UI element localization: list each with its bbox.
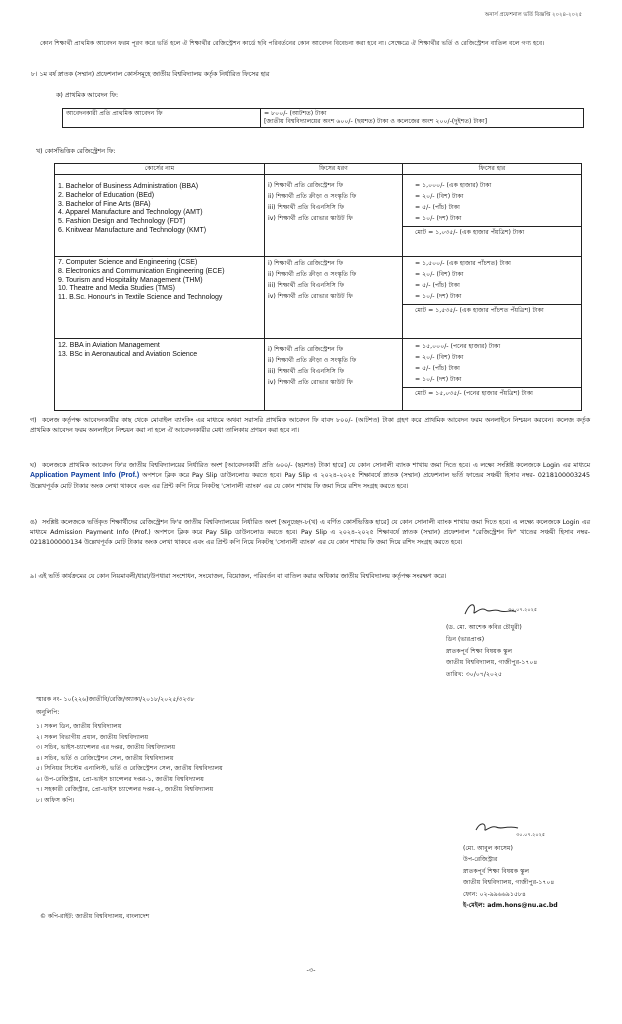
list-item: ১। সকল ডিন, জাতীয় বিশ্ববিদ্যালয় xyxy=(36,723,122,730)
note-9: ৯। এই ভর্তি কার্যক্রমের যে কোন নিয়মাবলী/ধারা/উপধারা সংশোধন, সংযোজন, বিয়োজন, পরিবর্তন বা বাতিল করার অধিকার জাতীয় বিশ্ববিদ্যালয় কর্তৃপক্ষ সংরক্ষণ করে। xyxy=(30,573,447,580)
fee-type-cell xyxy=(265,257,403,339)
signature-mark xyxy=(472,818,522,836)
list-item: ২। সকল বিভাগীয় প্রধান, জাতীয় বিশ্ববিদ্যালয় xyxy=(36,733,149,741)
fee-rate: = ৫/- (পাঁচ) টাকা xyxy=(415,203,460,211)
application-fee-cell xyxy=(261,109,584,128)
fee-total: মোট = ১৫,০৩৫/- (পনের হাজার পঁয়ত্রিশ) টাকা xyxy=(403,387,581,400)
fee-rate: = ২০/- (বিশ) টাকা xyxy=(415,270,464,278)
table-header-row xyxy=(55,164,582,175)
note-label: ঙ) xyxy=(30,519,38,526)
course-name: 9. Tourism and Hospitality Management (THM) xyxy=(58,276,203,284)
list-item: ৮। অফিস কপি। xyxy=(36,796,75,804)
fee-total: মোট = ১,৫৩৫/- (এক হাজার পাঁচশত পঁয়ত্রিশ) টাকা xyxy=(403,304,581,317)
signatory-phone: ফোন: ০২-৯৯৬৬৯১৫৮৪ xyxy=(463,890,527,898)
running-header: অনার্স প্রফেশনাল ভর্তি বিজ্ঞপ্তি ২০২৪-২০২৫ xyxy=(484,12,582,18)
signatory-school: স্নাতকপূর্ব শিক্ষা বিষয়ক স্কুল xyxy=(463,867,530,875)
fee-type: ii) শিক্ষার্থী প্রতি ক্রীড়া ও সংস্কৃতি ফি xyxy=(268,356,357,364)
fee-type: ii) শিক্ষার্থী প্রতি ক্রীড়া ও সংস্কৃতি ফি xyxy=(268,270,357,278)
fee-type: iv) শিক্ষার্থী প্রতি রোভার স্কাউট ফি xyxy=(268,292,353,300)
course-name: 13. BSc in Aeronautical and Aviation Science xyxy=(58,350,198,358)
note-text: কলেজকে প্রাথমিক আবেদন ফি'র জাতীয় বিশ্ববিদ্যালয়ের নির্ধারিত অংশ [আবেদনকারী প্রতি ৬০০/- (ছয়শত) টাকা হারে] যে কোন সোনালী ব্যাংক শাখায় জমা দিতে হবে। এ লক্ষ্যে সংশ্লিষ্ট কলেজকে Login এর মাধ্যমে xyxy=(42,462,590,469)
application-fee-amount: = ৮০০/- (আটশত) টাকা xyxy=(264,110,327,117)
note-g xyxy=(30,416,590,436)
fee-type: iii) শিক্ষার্থী প্রতি বিএনসিসি ফি xyxy=(268,203,345,211)
page-number: -৩- xyxy=(306,966,316,974)
payment-option-highlight: Application Payment Info (Prof.) xyxy=(30,471,140,479)
signature-date-mark: ৩০.০৭.২০২৫ xyxy=(516,832,546,838)
fee-rate: = ১০/- (দশ) টাকা xyxy=(415,292,462,300)
fee-type: i) শিক্ষার্থী প্রতি রেজিস্ট্রেশন ফি xyxy=(268,182,344,190)
course-name: 11. B.Sc. Honour's in Textile Science and Technology xyxy=(58,294,223,302)
fee-total: মোট = ১,০৩৫/- (এক হাজার পঁয়ত্রিশ) টাকা xyxy=(403,226,581,239)
signatory-date: তারিখ: ৩০/০৭/২০২৫ xyxy=(446,671,503,679)
course-name: 5. Fashion Design and Technology (FDT) xyxy=(58,218,186,226)
fee-type: iv) শিক্ষার্থী প্রতি রোভার স্কাউট ফি xyxy=(268,378,353,386)
signature-block-deputy-registrar xyxy=(463,843,558,912)
signatory-name: (ড. মো. আশেক কবির চৌধুরী) xyxy=(446,624,522,631)
cc-list xyxy=(36,722,223,806)
table-row xyxy=(55,257,582,339)
fee-rate: = ৫/- (পাঁচ) টাকা xyxy=(415,281,460,289)
course-list-cell xyxy=(55,257,265,339)
application-fee-label: আবেদনকারী প্রতি প্রাথমিক আবেদন ফি xyxy=(63,109,261,128)
list-item: ৪। সচিব, ভর্তি ও রেজিস্ট্রেশন সেল, জাতীয় বিশ্ববিদ্যালয় xyxy=(36,754,174,762)
fee-type: i) শিক্ষার্থী প্রতি রেজিস্ট্রেশন ফি xyxy=(268,260,344,268)
fee-type: ii) শিক্ষার্থী প্রতি ক্রীড়া ও সংস্কৃতি ফি xyxy=(268,192,357,200)
fee-rate: = ১০/- (দশ) টাকা xyxy=(415,214,462,222)
fee-rate-cell xyxy=(403,339,582,411)
table-row xyxy=(55,175,582,257)
application-fee-table xyxy=(62,108,584,128)
course-name: 2. Bachelor of Education (BEd) xyxy=(58,191,155,199)
fee-rate: = ১,০০০/- (এক হাজার) টাকা xyxy=(415,182,492,190)
memo-number: স্মারক নং- ১০(২২৬)জাতীবি/রেজি/অ্যাকা/২০১৮/২০২৫/৩২৩৮ xyxy=(36,696,195,703)
fee-type: i) শিক্ষার্থী প্রতি রেজিস্ট্রেশন ফি xyxy=(268,346,344,354)
cc-heading: অনুলিপি: xyxy=(36,709,60,716)
fee-rate: = ৫/- (পাঁচ) টাকা xyxy=(415,364,460,372)
column-header: ফিসের ধরণ xyxy=(265,164,403,175)
registration-fee-table xyxy=(54,163,582,411)
course-name: 4. Apparel Manufacture and Technology (AMT) xyxy=(58,209,203,217)
course-name: 7. Computer Science and Engineering (CSE) xyxy=(58,259,198,267)
note-label: গ) xyxy=(30,417,37,424)
signatory-university: জাতীয় বিশ্ববিদ্যালয়, গাজীপুর-১৭০৪ xyxy=(463,879,555,887)
course-name: 6. Knitwear Manufacture and Technology (KMT) xyxy=(58,226,207,234)
copyright-notice: © কপি-রাইট: জাতীয় বিশ্ববিদ্যালয়, বাংলাদেশ xyxy=(40,913,150,920)
application-fee-split: [জাতীয় বিশ্ববিদ্যালয়ের অংশ ৬০০/- (ছয়শত) টাকা ও কলেজের অংশ ২০০/-(দুইশত) টাকা] xyxy=(264,118,488,126)
fee-rate: = ১৫,০০০/- (পনের হাজার) টাকা xyxy=(415,343,501,351)
signatory-email: ই-মেইল: adm.hons@nu.ac.bd xyxy=(463,902,558,910)
fee-type-cell xyxy=(265,175,403,257)
column-header: কোর্সের নাম xyxy=(55,164,265,175)
note-text: সংশ্লিষ্ট কলেজকে ভর্তিকৃত শিক্ষার্থীদের রেজিস্ট্রেশন ফি'র জাতীয় বিশ্ববিদ্যালয়ের নির্ধারিত অংশ [অনুচ্ছেদ-৮(খ) এ বর্ণিত কোর্সভিত্তিক হারে] যে কোন সোনালী ব্যাংক শাখায় জমা দিতে হবে। এ লক্ষ্যে কলেজকে Login এর মাধ্যমে Admission Payment Info (Prof.) অপশনে ক্লিক করে Pay Slip ডাউনলোড করতে হবে। Pay Slip এ ২০২৪-২০২৫ শিক্ষাবর্ষে স্নাতক (সম্মান) প্রফেশনাল "রেজিস্ট্রেশন ফি" খাতের সঞ্চয়ী হিসাব নম্বর- 0218100000134 উল্লেখপূর্বক মোট টাকার অংক লেখা থাকবে এবং এর প্রিন্ট কপি নিয়ে নিকটস্থ 'সোনালী ব্যাংক' এর যে কোন শাখায় ফি জমা দিয়ে রশিদ সংগ্রহ করতে হবে। xyxy=(30,519,590,546)
note-u xyxy=(30,518,590,547)
fee-type: iii) শিক্ষার্থী প্রতি বিএনসিসি ফি xyxy=(268,281,345,289)
fee-rate-cell xyxy=(403,175,582,257)
list-item: ৫। সিনিয়র সিস্টেম এনালিস্ট, ভর্তি ও রেজিস্ট্রেশন সেল, জাতীয় বিশ্ববিদ্যালয় xyxy=(36,765,223,773)
signatory-school: স্নাতকপূর্ব শিক্ষা বিষয়ক স্কুল xyxy=(446,647,513,655)
fee-rate: = ১,৫০০/- (এক হাজার পাঁচশত) টাকা xyxy=(415,260,511,268)
note-gh xyxy=(30,461,590,491)
list-item: ৬। উপ-রেজিস্ট্রার, প্রো-ভাইস চ্যান্সেলর দপ্তর-১, জাতীয় বিশ্ববিদ্যালয় xyxy=(36,775,204,783)
signature-block-dean xyxy=(446,622,537,681)
fee-rate-cell xyxy=(403,257,582,339)
fee-type: iii) শিক্ষার্থী প্রতি বিএনসিসি ফি xyxy=(268,367,345,375)
note-text: অপশনে ক্লিক করে Pay Slip ডাউনলোড করতে হবে। Pay Slip এ ২০২৪-২০২৫ শিক্ষাবর্ষে স্নাতক (সম্মান) প্রফেশনাল ভর্তি ফান্ডের সঞ্চয়ী হিসাব নম্বর- 0218100003245 উল্লেখপূর্বক মোট টাকার অংক লেখা থাকবে এবং এর প্রিন্ট কপি নিয়ে নিকটস্থ 'সোনালী ব্যাংক' এর যে কোন শাখায় ফি জমা দিয়ে রশিদ সংগ্রহ করতে হবে। xyxy=(30,471,590,490)
course-name: 8. Electronics and Communication Engineering (ECE) xyxy=(58,267,225,275)
course-name: 1. Bachelor of Business Administration (BBA) xyxy=(58,183,199,191)
list-item: ৭। সহকারী রেজিস্ট্রার, প্রো-ভাইস চ্যান্সেলর দপ্তর-২, জাতীয় বিশ্ববিদ্যালয় xyxy=(36,786,214,794)
note-text: কলেজ কর্তৃপক্ষ আবেদনকারীর কাছ থেকে মোবাইল ব্যাংকিং এর মাধ্যমে অথবা সরাসরি প্রাথমিক আবেদন ফি বাবদ ৮০০/- (আটশত) টাকা গ্রহণ করে প্রাথমিক আবেদন ফরম অনলাইনে নিশ্চয়ন করবেন। কলেজ কর্তৃক প্রাথমিক আবেদন ফরম অনলাইনে নিশ্চয়ন করা না হলে ঐ আবেদনকারীর মেধা তালিকায় প্রণয়ন করা হবে না। xyxy=(30,417,590,434)
fee-rate: = ২০/- (বিশ) টাকা xyxy=(415,192,464,200)
column-header: ফিসের হার xyxy=(403,164,582,175)
course-list-cell xyxy=(55,175,265,257)
course-name: 10. Theatre and Media Studies (TMS) xyxy=(58,285,175,293)
note-label: ঘ) xyxy=(30,462,37,469)
fee-rate: = ২০/- (বিশ) টাকা xyxy=(415,353,464,361)
section-8-title: ৮। ১ম বর্ষ স্নাতক (সম্মান) প্রফেশনাল কোর্সসমূহে জাতীয় বিশ্ববিদ্যালয় কর্তৃক নির্ধারিত ফিসের হার xyxy=(31,71,270,78)
signatory-title: উপ-রেজিস্ট্রার xyxy=(463,856,498,864)
fee-type-cell xyxy=(265,339,403,411)
signatory-university: জাতীয় বিশ্ববিদ্যালয়, গাজীপুর-১৭০৪ xyxy=(446,659,538,667)
table-row xyxy=(55,339,582,411)
course-list-cell xyxy=(55,339,265,411)
course-name: 3. Bachelor of Fine Arts (BFA) xyxy=(58,200,151,208)
subsection-b-title: খ) কোর্সভিত্তিক রেজিস্ট্রেশন ফি: xyxy=(36,148,116,155)
course-name: 12. BBA in Aviation Management xyxy=(58,342,160,350)
signatory-title: ডিন (ভারপ্রাপ্ত) xyxy=(446,635,485,643)
fee-type: iv) শিক্ষার্থী প্রতি রোভার স্কাউট ফি xyxy=(268,214,353,222)
signatory-name: (মো. আবুল কাসেম) xyxy=(463,845,513,852)
list-item: ৩। সচিব, ভাইস-চ্যান্সেলর এর দপ্তর, জাতীয় বিশ্ববিদ্যালয় xyxy=(36,744,176,752)
signature-date-mark: ৩০.০৭.২০২৫ xyxy=(508,607,538,613)
fee-rate: = ১০/- (দশ) টাকা xyxy=(415,375,462,383)
subsection-a-title: ক) প্রাথমিক আবেদন ফি: xyxy=(56,92,119,99)
intro-paragraph: কোন শিক্ষার্থী প্রাথমিক আবেদন ফরম পূরণ করে ভর্তি হলে ঐ শিক্ষার্থীর রেজিস্ট্রেশন কার্ডে ছবি পরিবর্তনের কোন আবেদন বিবেচনা করা হবে না। সেক্ষেত্রে ঐ শিক্ষার্থীর ভর্তি ও রেজিস্ট্রেশন বাতিল বলে গণ্য হবে। xyxy=(40,40,545,47)
